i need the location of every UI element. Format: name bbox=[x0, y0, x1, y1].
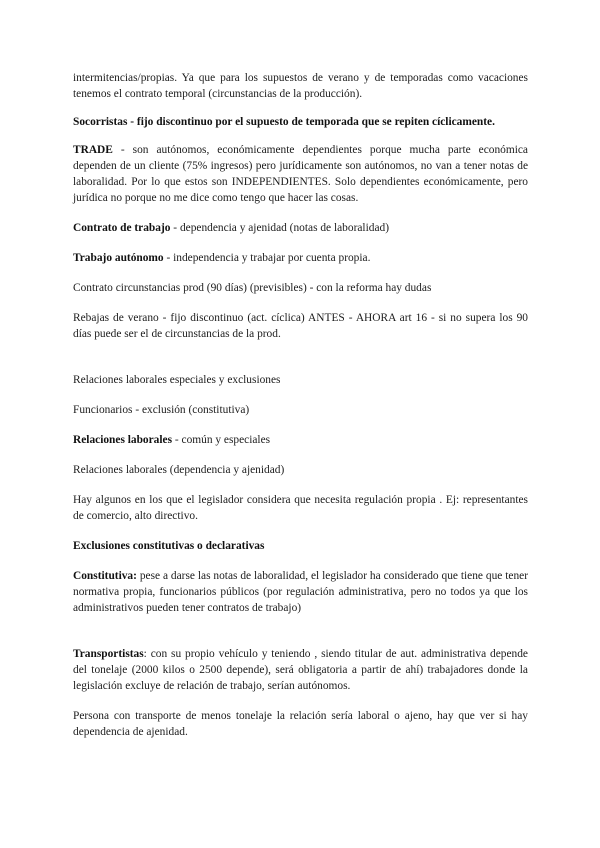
paragraph-contrato-circunstancias: Contrato circunstancias prod (90 días) (previsibles) - con la reforma hay dudas bbox=[73, 282, 432, 294]
paragraph-intermitencias: intermitencias/propias. Ya que para los supuestos de verano y de temporadas como vacaciones tenemos el contrato temporal (circunstancias de la producción). bbox=[73, 72, 528, 100]
document-page bbox=[73, 70, 528, 740]
paragraph-constitutiva: Constitutiva: pese a darse las notas de laboralidad, el legislador ha considerado que tiene que tener normativa propia, funcionarios públicos (por regulación administrativa, pero no todos ya que los administrativos pueden tener contratos de trabajo) bbox=[73, 570, 528, 614]
paragraph-regulacion-propia: Hay algunos en los que el legislador considera que necesita regulación propia . Ej: representantes de comercio, alto directivo. bbox=[73, 494, 528, 522]
paragraph-rebajas-verano: Rebajas de verano - fijo discontinuo (act. cíclica) ANTES - AHORA art 16 - si no supera los 90 días puede ser el de circunstancias de la prod. bbox=[73, 312, 528, 340]
paragraph-trade: TRADE - son autónomos, económicamente dependientes porque mucha parte económica dependen de un cliente (75% ingresos) pero jurídicamente son autónomos, no van a tener notas de laboralidad. Por lo que estos son INDEPENDIENTES. Solo dependientes económicamente, pero jurídica no porque no me dice como tengo que hacer las cosas. bbox=[73, 144, 528, 204]
paragraph-relaciones-laborales: Relaciones laborales - común y especiales bbox=[73, 434, 271, 446]
paragraph-relaciones-especiales: Relaciones laborales especiales y exclusiones bbox=[73, 374, 281, 386]
paragraph-funcionarios: Funcionarios - exclusión (constitutiva) bbox=[73, 404, 250, 416]
paragraph-dependencia-ajenidad: Relaciones laborales (dependencia y ajenidad) bbox=[73, 464, 285, 476]
paragraph-trabajo-autonomo: Trabajo autónomo - independencia y trabajar por cuenta propia. bbox=[73, 252, 371, 264]
paragraph-transportistas: Transportistas: con su propio vehículo y teniendo , siendo titular de aut. administrativa depende del tonelaje (2000 kilos o 2500 depende), será obligatoria a partir de ahí) trabajadores donde la legislación excluye de relación de trabajo, serían autónomos. bbox=[73, 648, 528, 692]
paragraph-exclusiones-heading: Exclusiones constitutivas o declarativas bbox=[73, 540, 265, 552]
paragraph-socorristas: Socorristas - fijo discontinuo por el supuesto de temporada que se repiten cíclicamente. bbox=[73, 116, 495, 128]
paragraph-contrato-trabajo: Contrato de trabajo - dependencia y ajenidad (notas de laboralidad) bbox=[73, 222, 389, 234]
paragraph-persona-transporte: Persona con transporte de menos tonelaje la relación sería laboral o ajeno, hay que ver si hay dependencia de ajenidad. bbox=[73, 710, 528, 738]
